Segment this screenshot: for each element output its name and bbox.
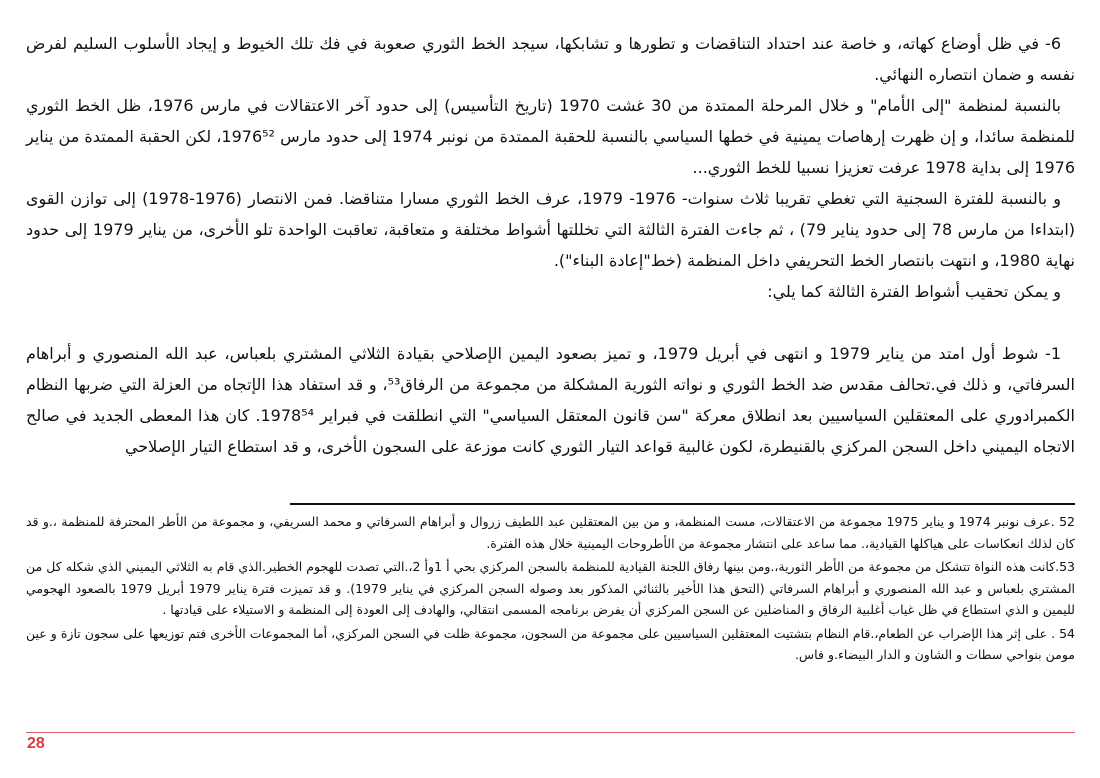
paragraph-first-phase: 1- شوط أول امتد من يناير 1979 و انتهى في أبريل 1979، و تميز بصعود اليمين الإصلاحي بقيادة الثلاثي المشتري بلعباس، عبد الله المنصوري و أبراهام السرفاتي، و ذلك في.تحالف مقدس ضد الخط الثوري و نواته الثورية المشكلة من مجموعة من الرفاق⁵³، و قد استفاد هذا الإتجاه من العزلة التي ضربها النظام الكمبرادوري على المعتقلين السياسيين بعد انطلاق معركة "سن قانون المعتقل السياسي" التي انطلقت في فبراير 1978⁵⁴. كان هذا المعطى الجديد في صالح الاتجاه اليميني داخل السجن المركزي بالقنيطرة، لكون غالبية قواعد التيار الثوري كانت موزعة على السجون الأخرى، و قد استطاع التيار الإصلاحي xyxy=(26,344,1076,456)
footnote-52: 52 .عرف نونبر 1974 و يناير 1975 مجموعة من الاعتقالات، مست المنظمة، و من بين المعتقلين عبد اللطيف زروال و أبراهام السرفاتي و محمد السريفي، و مجموعة من الأطر المحترفة للمنظمة ،.و قد كان لذلك انعكاسات على هياكلها القيادية،. مما ساعد على انتشار مجموعة من الأطروحات اليمينية خلال هذه الفترة. xyxy=(26,514,1075,551)
footnote-separator xyxy=(290,503,1075,505)
paragraph-third-period-intro: و يمكن تحقيب أشواط الفترة الثالثة كما يلي: xyxy=(767,282,1061,301)
paragraph-point-6: 6- في ظل أوضاع كهاته، و خاصة عند احتداد التناقضات و تطورها و تشابكها، سيجد الخط الثوري صعوبة في فك تلك الخيوط و إيجاد الأسلوب السليم لفرض نفسه و ضمان انتصاره النهائي. xyxy=(26,34,1075,84)
footnote-54: 54 . على إثر هذا الإضراب عن الطعام،.قام النظام بتشتيت المعتقلين السياسيين على مجموعة من السجون، مجموعة ظلت في السجن المركزي، أما المجموعات الأخرى فتم توزيعها على سجون تازة و عين مومن بنواحي سطات و الشاون و الدار البيضاء.و فاس. xyxy=(26,625,1075,662)
paragraph-prison-period: و بالنسبة للفترة السجنية التي تغطي تقريبا ثلاث سنوات- 1976- 1979، عرف الخط الثوري مسارا متناقضا. فمن الانتصار (1976-1978) إلى توازن القوى (ابتداءا من مارس 78 إلى حدود يناير 79) ، ثم جاءت الفترة الثالثة التي تخللتها أشواط مختلفة و متعاقبة، تعاقبت الواحدة تلو الأخرى، من يناير 1979 إلى حدود نهاية 1980، و انتهت بانتصار الخط التحريفي داخل المنظمة (خط"إعادة البناء"). xyxy=(26,189,1076,270)
footnotes xyxy=(26,511,1075,666)
body-text xyxy=(26,28,1075,462)
page-number: 28 xyxy=(27,735,45,752)
page-bottom-rule xyxy=(26,732,1075,733)
footnote-53: 53.كانت هذه النواة تتشكل من مجموعة من الأطر الثورية،.ومن بينها رفاق اللجنة القيادية للمنظمة بالسجن المركزي بحي أ 1وأ 2،.التي تصدت للهجوم الخطير.الذي قام به الثلاثي اليميني الذي شكله كل من المشتري بلعباس و عبد الله المنصوري و أبراهام السرفاتي (التحق هذا الأخير بالثنائي المذكور بعد وصوله السجن المركزي في يناير 1979). و قد تميزت فترة يناير 1979 أبريل 1979 بالصعود الهجومي لليمين و الذي استطاع في ظل غياب أغلبية الرفاق و المناضلين عن السجن المركزي أن يفرض برنامجه المسمى انتقالي، والهادف إلى العودة إلى المنظمة و الاستيلاء على قيادتها . xyxy=(26,559,1075,617)
paragraph-organization-history: بالنسبة لمنظمة "إلى الأمام" و خلال المرحلة الممتدة من 30 غشت 1970 (تاريخ التأسيس) إلى حدود آخر الاعتقالات في مارس 1976، ظل الخط الثوري للمنظمة سائدا، و إن ظهرت إرهاصات يمينية في خطها السياسي بالنسبة للحقبة الممتدة من نونبر 1974 إلى حدود مارس 1976⁵²، لكن الحقبة الممتدة من يناير 1976 إلى بداية 1978 عرفت تعزيزا نسبيا للخط الثوري... xyxy=(26,96,1076,177)
